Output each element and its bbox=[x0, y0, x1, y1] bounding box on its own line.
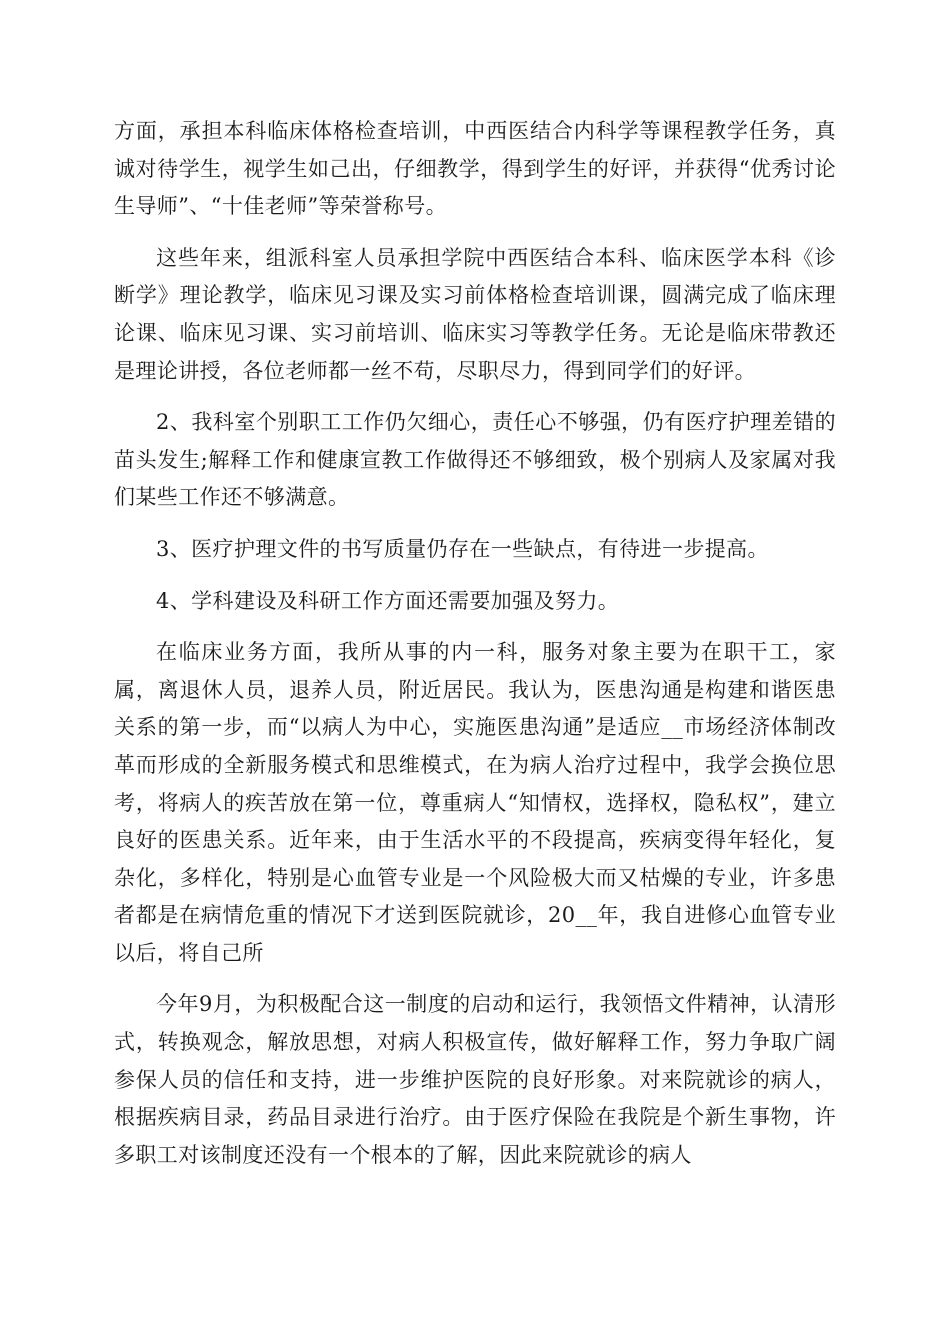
paragraph-6: 在临床业务方面，我所从事的内一科，服务对象主要为在职干工，家属，离退休人员，退养人员，附近居民。我认为，医患沟通是构建和谐医患关系的第一步，而“以病人为中心，实施医患沟通”是适应__市场经济体制改革而形成的全新服务模式和思维模式，在为病人治疗过程中，我学会换位思考，将病人的疾苦放在第一位，尊重病人“知情权，选择权，隐私权”，建立良好的医患关系。近年来，由于生活水平的不段提高，疾病变得年轻化，复杂化，多样化，特别是心血管专业是一个风险极大而又枯燥的专业，许多患者都是在病情危重的情况下才送到医院就诊，20__年，我自进修心血管专业以后，将自己所 bbox=[114, 640, 836, 965]
document-body bbox=[114, 113, 836, 1188]
paragraph-1: 方面，承担本科临床体格检查培训，中西医结合内科学等课程教学任务，真诚对待学生，视学生如己出，仔细教学，得到学生的好评，并获得“优秀讨论生导师”、“十佳老师”等荣誉称号。 bbox=[114, 119, 836, 219]
paragraph-7: 今年9月，为积极配合这一制度的启动和运行，我领悟文件精神，认清形式，转换观念，解放思想，对病人积极宣传，做好解释工作，努力争取广阔参保人员的信任和支持，进一步维护医院的良好形象。对来院就诊的病人，根据疾病目录，药品目录进行治疗。由于医疗保险在我院是个新生事物，许多职工对该制度还没有一个根本的了解，因此来院就诊的病人 bbox=[114, 992, 836, 1167]
paragraph-2: 这些年来，组派科室人员承担学院中西医结合本科、临床医学本科《诊断学》理论教学，临床见习课及实习前体格检查培训课，圆满完成了临床理论课、临床见习课、实习前培训、临床实习等教学任务。无论是临床带教还是理论讲授，各位老师都一丝不苟，尽职尽力，得到同学们的好评。 bbox=[114, 245, 836, 383]
paragraph-3: 2、我科室个别职工工作仍欠细心，责任心不够强，仍有医疗护理差错的苗头发生;解释工作和健康宣教工作做得还不够细致，极个别病人及家属对我们某些工作还不够满意。 bbox=[114, 410, 836, 510]
paragraph-5: 4、学科建设及科研工作方面还需要加强及努力。 bbox=[156, 588, 620, 613]
paragraph-4: 3、医疗护理文件的书写质量仍存在一些缺点，有待进一步提高。 bbox=[156, 536, 769, 561]
